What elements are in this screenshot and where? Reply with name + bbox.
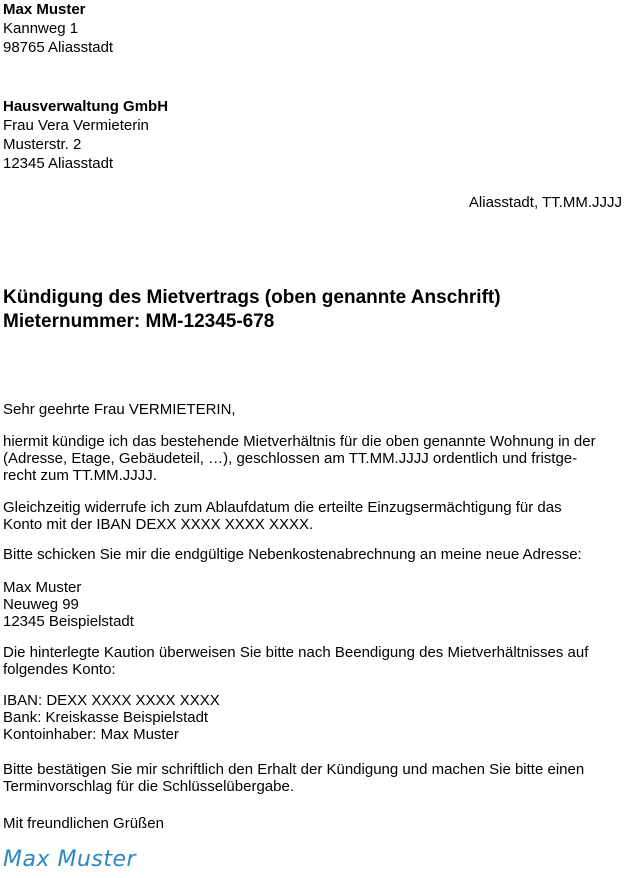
- paragraph-line: Gleichzeitig widerrufe ich zum Ablaufdatum die erteilte Einzugsermächtigung für das: [3, 499, 562, 516]
- sender-address: [3, 0, 113, 57]
- bank-details: [3, 692, 639, 743]
- paragraph-line: Konto mit der IBAN DEXX XXXX XXXX XXXX.: [3, 516, 314, 533]
- date-line: Aliasstadt, TT.MM.JJJJ: [468, 194, 622, 211]
- paragraph-utility-bill: [3, 546, 639, 563]
- new-address-street: Neuweg 99: [3, 596, 79, 613]
- signature: Max Muster: [3, 847, 137, 872]
- paragraph-deposit: [3, 644, 639, 678]
- paragraph-line: Terminvorschlag für die Schlüsselübergabe.: [3, 778, 294, 795]
- paragraph-termination: [3, 433, 639, 484]
- new-address-city: 12345 Beispielstadt: [3, 613, 134, 630]
- recipient-city: 12345 Aliasstadt: [3, 155, 114, 172]
- closing: Mit freundlichen Grüßen: [3, 815, 164, 832]
- bank-account-holder: Kontoinhaber: Max Muster: [3, 726, 179, 743]
- paragraph-confirmation: [3, 761, 639, 795]
- subject-title: Kündigung des Mietvertrags (oben genannte Anschrift): [3, 287, 501, 308]
- bank-iban: IBAN: DEXX XXXX XXXX XXXX: [3, 692, 220, 709]
- sender-street: Kannweg 1: [3, 20, 79, 37]
- paragraph-line: hiermit kündige ich das bestehende Mietverhältnis für die oben genannte Wohnung in der: [3, 433, 596, 450]
- paragraph-direct-debit: [3, 499, 639, 533]
- subject: [3, 286, 501, 334]
- paragraph-line: recht zum TT.MM.JJJJ.: [3, 467, 157, 484]
- paragraph-line: Die hinterlegte Kaution überweisen Sie bitte nach Beendigung des Mietverhältnisses auf: [3, 644, 589, 661]
- paragraph-line: Bitte schicken Sie mir die endgültige Nebenkostenabrechnung an meine neue Adresse:: [3, 546, 582, 563]
- paragraph-line: (Adresse, Etage, Gebäudeteil, …), geschlossen am TT.MM.JJJJ ordentlich und fristge-: [3, 450, 578, 467]
- bank-name: Bank: Kreiskasse Beispielstadt: [3, 709, 209, 726]
- new-address: [3, 579, 639, 630]
- recipient-street: Musterstr. 2: [3, 136, 82, 153]
- salutation: Sehr geehrte Frau VERMIETERIN,: [3, 401, 236, 418]
- recipient-address: [3, 97, 168, 173]
- recipient-company: Hausverwaltung GmbH: [3, 98, 169, 115]
- tenant-number: Mieternummer: MM-12345-678: [3, 311, 275, 332]
- sender-name: Max Muster: [3, 1, 86, 18]
- new-address-name: Max Muster: [3, 579, 82, 596]
- paragraph-line: folgendes Konto:: [3, 661, 116, 678]
- paragraph-line: Bitte bestätigen Sie mir schriftlich den Erhalt der Kündigung und machen Sie bitte einen: [3, 761, 585, 778]
- sender-city: 98765 Aliasstadt: [3, 39, 114, 56]
- recipient-person: Frau Vera Vermieterin: [3, 117, 149, 134]
